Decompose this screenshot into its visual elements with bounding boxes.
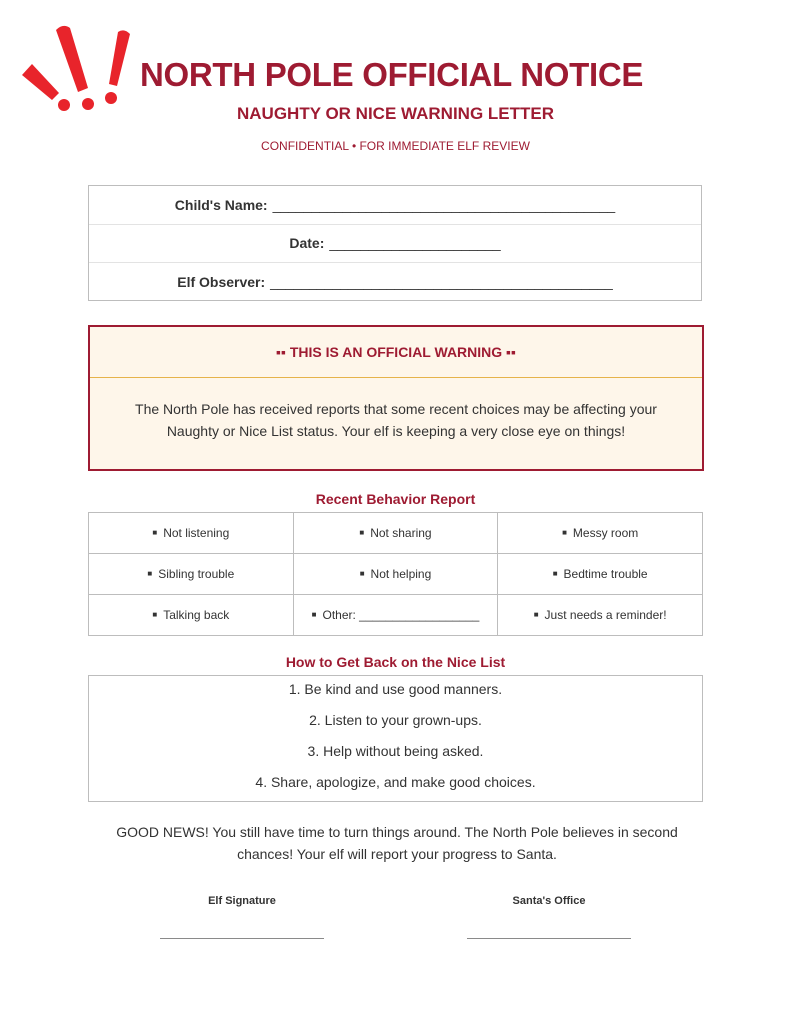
nice-list-title: How to Get Back on the Nice List bbox=[285, 654, 506, 670]
bullet-icon: ■ bbox=[562, 528, 567, 537]
elf-observer-field: ____________________________________________ bbox=[270, 274, 613, 291]
date-label: Date: bbox=[289, 235, 325, 252]
behavior-label: Bedtime trouble bbox=[563, 567, 648, 581]
elf-observer-label: Elf Observer: bbox=[177, 274, 266, 291]
official-warning-box bbox=[88, 325, 704, 471]
behavior-cell bbox=[498, 595, 703, 636]
child-name-label: Child's Name: bbox=[174, 196, 268, 213]
elf-observer-row bbox=[89, 263, 701, 302]
behavior-cell bbox=[89, 554, 294, 595]
elf-signature-line bbox=[160, 938, 324, 939]
bullet-icon: ■ bbox=[152, 610, 158, 619]
bullet-icon: ■ bbox=[552, 569, 558, 578]
santas-office-signature-line bbox=[467, 938, 631, 939]
warning-heading: ▪▪ THIS IS AN OFFICIAL WARNING ▪▪ bbox=[90, 327, 702, 378]
behavior-cell bbox=[293, 554, 498, 595]
behavior-label: Not listening bbox=[163, 526, 230, 540]
santas-office-label: Santa's Office bbox=[512, 895, 586, 907]
date-field: ______________________ bbox=[329, 235, 501, 252]
list-item: 1. Be kind and use good manners. bbox=[288, 681, 503, 697]
behavior-report-title: Recent Behavior Report bbox=[315, 491, 476, 507]
child-name-field: ____________________________________________ bbox=[272, 196, 616, 213]
behavior-cell bbox=[498, 554, 703, 595]
list-item: 2. Listen to your grown-ups. bbox=[309, 712, 482, 728]
bullet-icon: ■ bbox=[152, 528, 158, 537]
exclamation-marks-icon bbox=[16, 20, 136, 114]
child-name-row bbox=[89, 186, 701, 225]
behavior-cell bbox=[89, 513, 294, 554]
warning-body: The North Pole has received reports that some recent choices may be affecting your Naughty or Nice List status. Your elf is keeping a very close eye on things! bbox=[135, 401, 657, 439]
bullet-icon: ■ bbox=[359, 528, 365, 537]
behavior-label: Messy room bbox=[572, 526, 639, 540]
page-title: NORTH POLE OFFICIAL NOTICE bbox=[140, 56, 644, 93]
date-row bbox=[89, 225, 701, 264]
behavior-cell bbox=[293, 513, 498, 554]
behavior-label: Sibling trouble bbox=[158, 567, 235, 581]
behavior-label: Other: __________________ bbox=[322, 608, 480, 622]
behavior-label: Not sharing bbox=[370, 526, 432, 540]
bullet-icon: ■ bbox=[533, 610, 539, 619]
behavior-label: Just needs a reminder! bbox=[544, 608, 667, 622]
child-info-box bbox=[88, 185, 702, 301]
table-row bbox=[89, 554, 703, 595]
confidential-note: CONFIDENTIAL • FOR IMMEDIATE ELF REVIEW bbox=[261, 139, 530, 153]
list-item: 3. Help without being asked. bbox=[307, 743, 484, 759]
behavior-label: Talking back bbox=[163, 608, 230, 622]
table-row bbox=[89, 595, 703, 636]
behavior-cell bbox=[89, 595, 294, 636]
nice-list-steps-box bbox=[88, 675, 703, 802]
bullet-icon: ■ bbox=[311, 610, 317, 619]
bullet-icon: ■ bbox=[147, 569, 153, 578]
page-subtitle: NAUGHTY OR NICE WARNING LETTER bbox=[236, 104, 555, 123]
behavior-label: Not helping bbox=[370, 567, 432, 581]
behavior-cell bbox=[498, 513, 703, 554]
behavior-report-table bbox=[88, 512, 703, 636]
elf-signature-label: Elf Signature bbox=[208, 895, 276, 907]
behavior-cell bbox=[293, 595, 498, 636]
list-item: 4. Share, apologize, and make good choices. bbox=[255, 774, 536, 790]
table-row bbox=[89, 513, 703, 554]
bullet-icon: ■ bbox=[359, 569, 365, 578]
good-news-paragraph: GOOD NEWS! You still have time to turn things around. The North Pole believes in second chances! Your elf will report your progress to Santa. bbox=[116, 824, 678, 862]
